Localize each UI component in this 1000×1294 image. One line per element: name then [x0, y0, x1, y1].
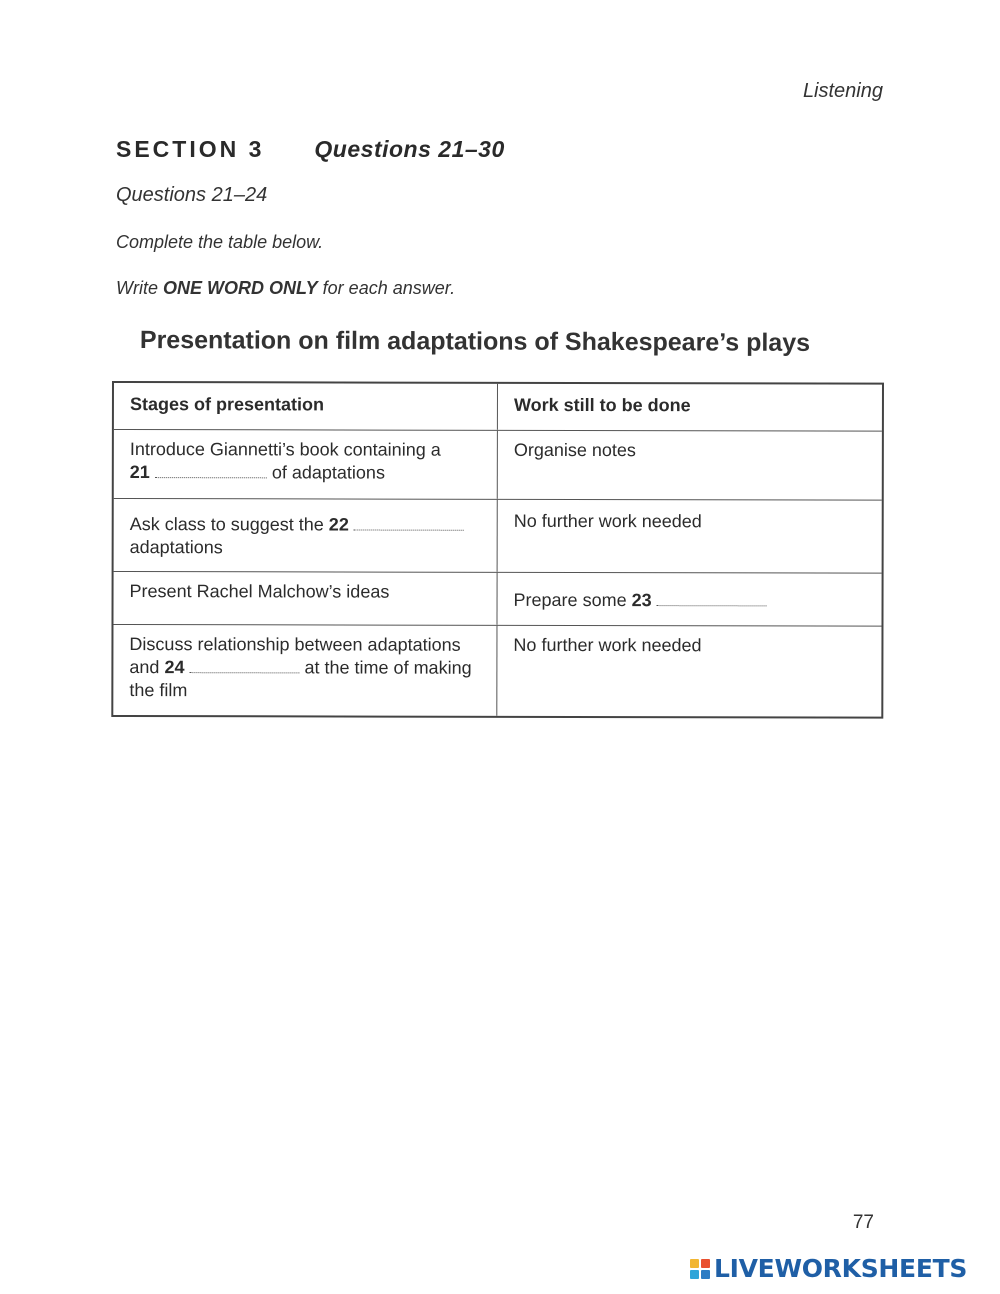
stage-cell [114, 430, 498, 499]
answer-gap-21[interactable] [155, 463, 267, 478]
section-questions-range: Questions 21–30 [314, 136, 505, 162]
section-label: SECTION 3 [116, 136, 265, 162]
table-row [114, 498, 882, 573]
page-number: 77 [852, 1212, 874, 1233]
stage-text: Introduce Giannetti’s book containing a [129, 439, 441, 460]
work-cell [497, 573, 881, 626]
stage-text: Ask class to suggest the [129, 514, 324, 535]
answer-gap-22[interactable] [354, 516, 464, 531]
answer-gap-23[interactable] [657, 591, 767, 606]
liveworksheets-logo-icon [690, 1259, 710, 1279]
section-heading [116, 136, 505, 163]
liveworksheets-brand[interactable] [690, 1254, 967, 1283]
table-row [113, 571, 881, 626]
subsection-heading: Questions 21–24 [116, 184, 268, 206]
brand-name: LIVEWORKSHEETS [714, 1254, 968, 1283]
instruction-complete-table: Complete the table below. [116, 232, 324, 252]
table-header-row [114, 383, 882, 431]
work-text: Prepare some [513, 589, 627, 611]
table-row [114, 429, 882, 500]
question-number: 23 [631, 590, 652, 611]
table-header-stages: Stages of presentation [114, 383, 498, 430]
instruction-word-limit [116, 278, 455, 299]
table-row [113, 624, 881, 717]
instruction-word-limit-pre: Write [116, 278, 163, 298]
running-head: Listening [802, 80, 883, 102]
instruction-word-limit-emphasis: ONE WORD ONLY [163, 278, 318, 298]
question-number: 21 [129, 462, 150, 483]
stage-cell [114, 499, 498, 572]
work-cell: No further work needed [513, 634, 702, 656]
work-cell: No further work needed [513, 510, 702, 532]
answer-gap-24[interactable] [189, 658, 299, 673]
stage-text-continued: at the time of making the film [129, 657, 472, 701]
table-header-work: Work still to be done [513, 394, 691, 416]
stage-text-continued: adaptations [129, 537, 223, 558]
work-cell: Organise notes [513, 439, 636, 461]
stage-text: Discuss relationship between adaptations and [129, 634, 461, 678]
question-number: 22 [328, 514, 349, 535]
instruction-word-limit-post: for each answer. [317, 278, 456, 298]
stage-cell: Present Rachel Malchow’s ideas [113, 572, 497, 625]
stage-cell [113, 625, 497, 716]
table-title: Presentation on film adaptations of Shakespeare’s plays [139, 326, 811, 357]
question-number: 24 [164, 657, 185, 678]
stage-text-continued: of adaptations [271, 462, 385, 483]
notes-table [111, 381, 884, 719]
